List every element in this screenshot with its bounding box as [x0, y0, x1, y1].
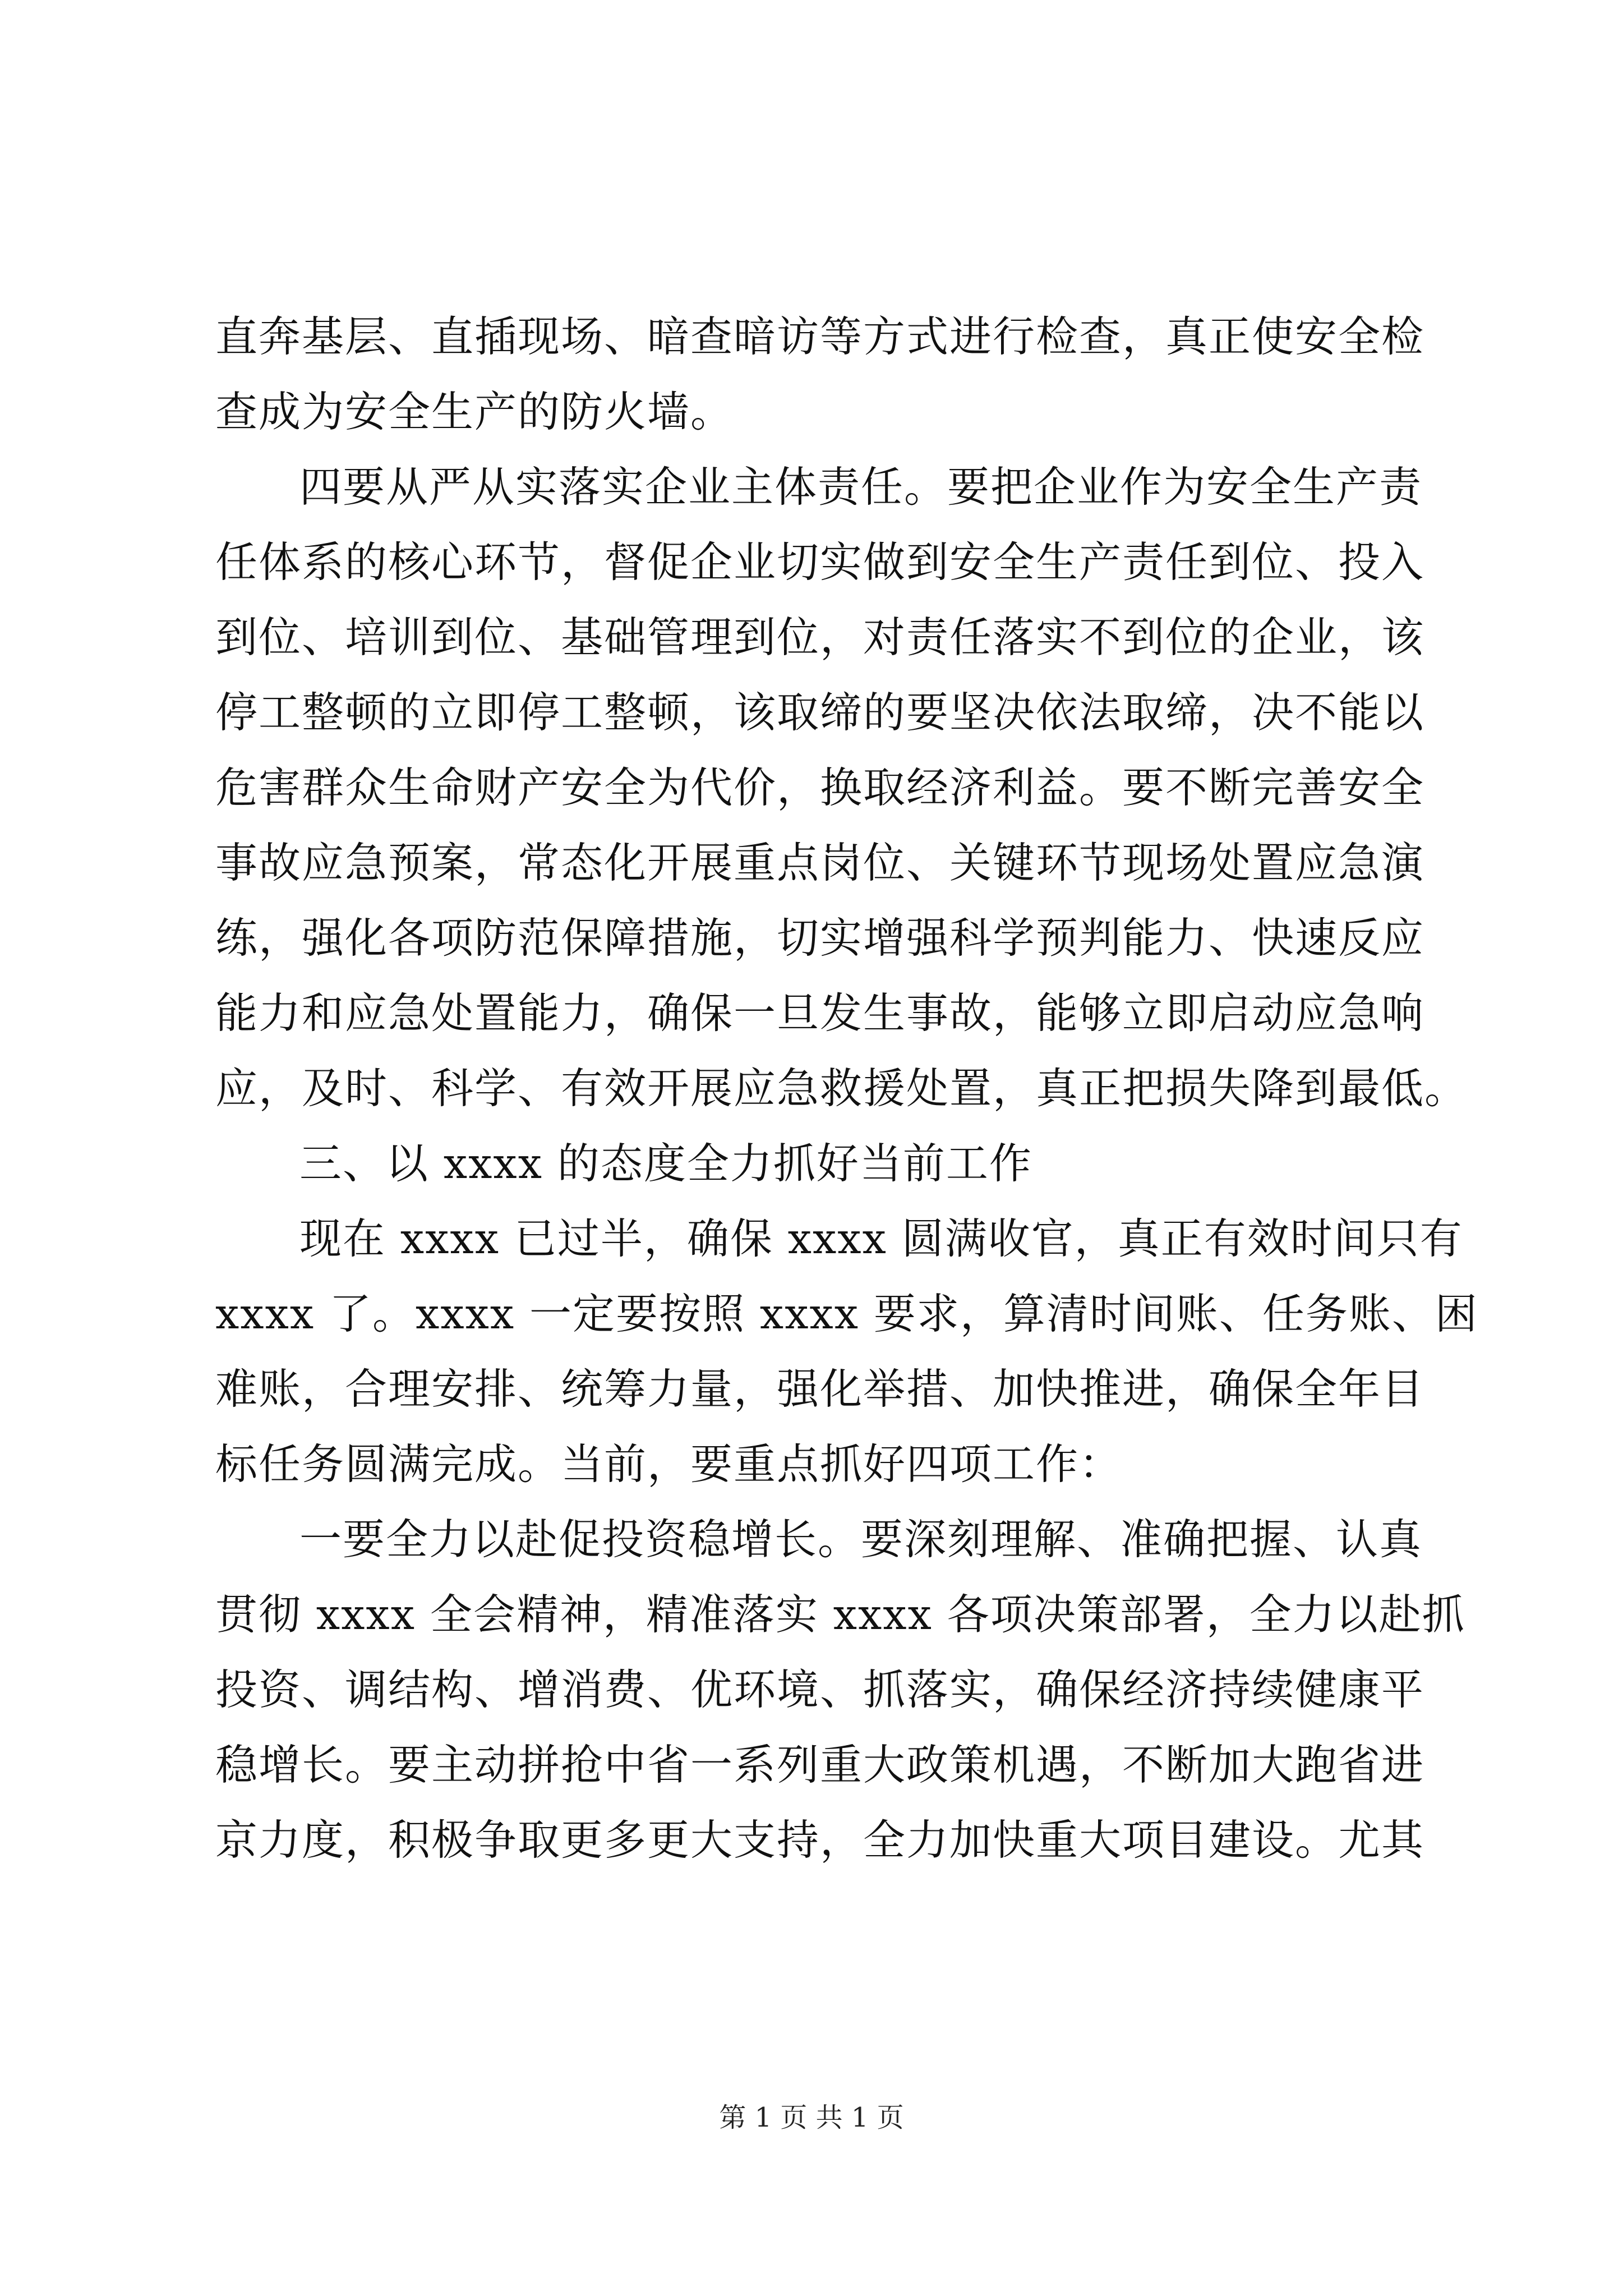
text-line: 应，及时、科学、有效开展应急救援处置，真正把损失降到最低。	[215, 1064, 1468, 1113]
page-footer: 第 1 页 共 1 页	[719, 2102, 904, 2133]
text-line: 难账，合理安排、统筹力量，强化举措、加快推进，确保全年目	[215, 1364, 1425, 1414]
paragraph-start-line: 四要从严从实落实企业主体责任。要把企业作为安全生产责	[299, 462, 1423, 512]
text-line: 标任务圆满完成。当前，要重点抓好四项工作：	[215, 1439, 1123, 1489]
text-line: xxxx 了。xxxx 一定要按照 xxxx 要求，算清时间账、任务账、困	[215, 1289, 1478, 1338]
text-line: 能力和应急处置能力，确保一旦发生事故，能够立即启动应急响	[215, 988, 1425, 1038]
paragraph-start-line: 一要全力以赴促投资稳增长。要深刻理解、准确把握、认真	[299, 1515, 1423, 1564]
text-line: 投资、调结构、增消费、优环境、抓落实，确保经济持续健康平	[215, 1665, 1425, 1714]
text-line: 京力度，积极争取更多更大支持，全力加快重大项目建设。尤其	[215, 1815, 1425, 1865]
text-line: 贯彻 xxxx 全会精神，精准落实 xxxx 各项决策部署，全力以赴抓	[215, 1590, 1465, 1639]
text-line: 危害群众生命财产安全为代价，换取经济利益。要不断完善安全	[215, 763, 1425, 812]
text-line: 练，强化各项防范保障措施，切实增强科学预判能力、快速反应	[215, 913, 1425, 963]
text-line: 事故应急预案，常态化开展重点岗位、关键环节现场处置应急演	[215, 838, 1425, 887]
text-line: 任体系的核心环节，督促企业切实做到安全生产责任到位、投入	[215, 537, 1425, 587]
section-heading: 三、以 xxxx 的态度全力抓好当前工作	[299, 1139, 1032, 1188]
text-line: 到位、培训到位、基础管理到位，对责任落实不到位的企业，该	[215, 613, 1425, 662]
text-line: 稳增长。要主动拼抢中省一系列重大政策机遇，不断加大跑省进	[215, 1740, 1425, 1789]
paragraph-start-line: 现在 xxxx 已过半，确保 xxxx 圆满收官，真正有效时间只有	[299, 1214, 1463, 1263]
text-line: 查成为安全生产的防火墙。	[215, 387, 734, 436]
text-line: 停工整顿的立即停工整顿，该取缔的要坚决依法取缔，决不能以	[215, 688, 1425, 737]
text-line: 直奔基层、直插现场、暗查暗访等方式进行检查，真正使安全检	[215, 312, 1425, 361]
